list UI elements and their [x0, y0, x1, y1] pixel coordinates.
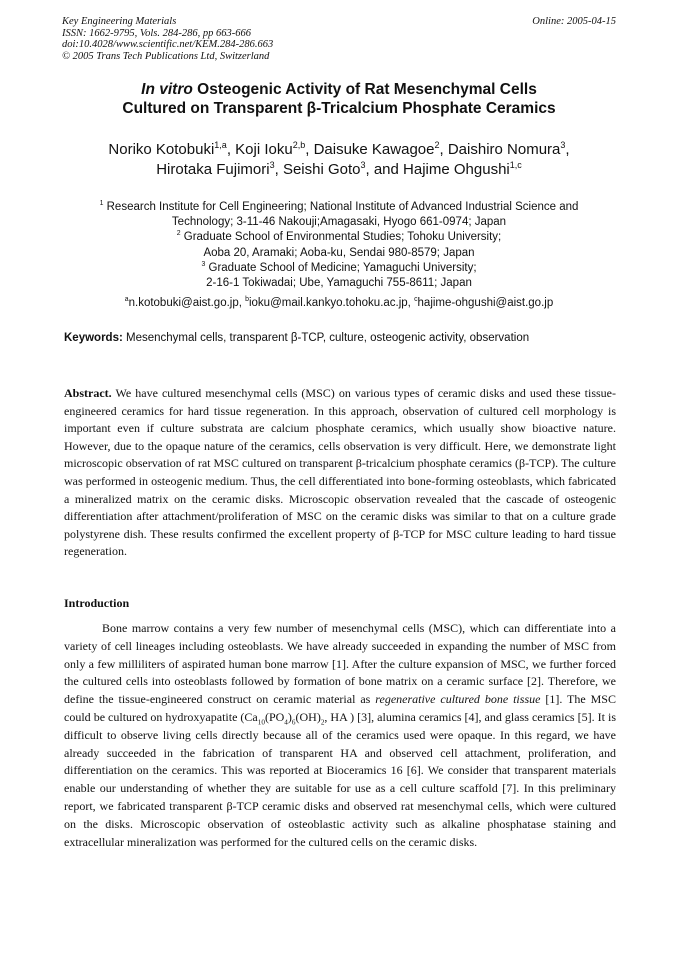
author: Hajime Ohgushi: [403, 161, 510, 178]
introduction-heading: Introduction: [64, 596, 130, 610]
author-sup: 3: [360, 160, 366, 170]
author-sup: 1,c: [509, 160, 522, 170]
email-sup: b: [245, 296, 249, 304]
affil-num: 2: [176, 230, 181, 238]
title-italic: In vitro: [141, 81, 193, 98]
affil-3-line1: Graduate School of Medicine; Yamaguchi University;: [208, 261, 477, 274]
journal-issn: ISSN: 1662-9795, Vols. 284-286, pp 663-666: [62, 27, 251, 39]
journal-copyright: © 2005 Trans Tech Publications Ltd, Switzerland: [62, 50, 270, 62]
abstract: [64, 385, 616, 561]
author-sep: , and: [365, 161, 404, 178]
paper-title: [40, 80, 638, 118]
introduction-body: [64, 620, 616, 851]
author: Noriko Kotobuki: [108, 141, 215, 158]
email-c[interactable]: hajime-ohgushi@aist.go.jp: [417, 297, 554, 309]
intro-text: ): [287, 709, 292, 724]
author: Hirotaka Fujimori: [156, 161, 270, 178]
email-sup: a: [124, 296, 129, 304]
email-b[interactable]: ioku@mail.kankyo.tohoku.ac.jp,: [248, 297, 415, 309]
journal-doi: doi:10.4028/www.scientific.net/KEM.284-286.663: [62, 39, 274, 50]
affil-1-line1: Research Institute for Cell Engineering; National Institute of Advanced Industrial Science and: [106, 201, 579, 213]
email-a[interactable]: n.kotobuki@aist.go.jp,: [128, 297, 246, 309]
author-sep: ,: [565, 141, 570, 158]
email-sup: c: [414, 296, 418, 304]
affil-1-line2: Technology; 3-11-46 Nakouji;Amagasaki, Hyogo 661-0974; Japan: [171, 216, 507, 229]
intro-text: Bone marrow contains a very few number of mesenchymal cells (MSC), which can differentiate into a variety of cell lineages including osteoblasts. We have already succeeded in expanding the number of MSC from only a few milliliters of aspirated human bone marrow [1]. After the culture expansion of MSC, we further forced the cultured cells into osteoblasts followed by formation of bone matrix on a ceramic surface [2]. Therefore, we define the tissue-engineered construct on ceramic material as: [64, 621, 616, 707]
intro-sub: 4: [284, 718, 288, 727]
intro-sub: 2: [320, 718, 325, 727]
affil-num: 1: [99, 200, 104, 208]
intro-text: [1]. The MSC could be cultured on hydroxyapatite (Ca: [64, 692, 616, 724]
affil-2-line2: Aoba 20, Aramaki; Aoba-ku, Sendai 980-8579; Japan: [203, 246, 475, 259]
author: Seishi Goto: [282, 161, 361, 178]
author-sep: ,: [305, 141, 314, 158]
author: Koji Ioku: [235, 141, 293, 158]
author-sep: ,: [439, 141, 448, 158]
author-sup: 3: [269, 160, 275, 170]
intro-sub: 6: [291, 718, 296, 727]
title-line1: Osteogenic Activity of Rat Mesenchymal Cells: [192, 81, 537, 98]
intro-text: , HA ) [3], alumina ceramics [4], and glass ceramics [5]. It is difficult to observe living cells directly because all of the ceramics used were opaque. In this regard, we have already succeeded in the fabrication of transparent HA and observed cell attachment, proliferation, and differentiation on the ceramics. This was reported at Bioceramics 16 [6]. We consider that transparent materials enable our understanding of whether they are suitable for use as a cell culture scaffold [7]. In this preliminary report, we fabricated transparent β-TCP ceramic disks and observed rat mesenchymal cells, which were cultured on the disks. Microscopic observation of osteoblastic activity such as alkaline phosphatase staining and extracellular mineralization was performed for the cultured cells on the ceramic disks.: [64, 709, 617, 849]
intro-italic: regenerative cultured bone tissue: [375, 692, 541, 707]
author-list: [40, 140, 638, 180]
author-sep: ,: [226, 141, 236, 158]
title-line2: Cultured on Transparent β-Tricalcium Phosphate Ceramics: [122, 100, 556, 117]
online-date: Online: 2005-04-15: [532, 16, 616, 27]
intro-text: (OH): [295, 709, 321, 724]
author-sup: 1,a: [214, 140, 227, 150]
journal-info: [62, 16, 273, 62]
affil-num: 3: [201, 260, 206, 268]
affiliations: [60, 200, 618, 291]
author: Daishiro Nomura: [447, 141, 561, 158]
intro-sub: 10: [257, 718, 265, 727]
abstract-label: Abstract.: [64, 386, 112, 400]
keywords: [64, 331, 618, 346]
author-sup: 2: [434, 140, 440, 150]
affil-3-line2: 2-16-1 Tokiwadai; Ube, Yamaguchi 755-8611; Japan: [206, 277, 472, 290]
email-list: [50, 296, 628, 310]
author-sup: 3: [560, 140, 566, 150]
author: Daisuke Kawagoe: [313, 141, 435, 158]
journal-name: Key Engineering Materials: [62, 16, 177, 27]
affil-2-line1: Graduate School of Environmental Studies; Tohoku University;: [183, 231, 502, 244]
author-sep: ,: [274, 161, 283, 178]
intro-text: (PO: [264, 709, 285, 724]
keywords-label: Keywords:: [64, 332, 123, 344]
abstract-text: We have cultured mesenchymal cells (MSC) on various types of ceramic disks and used these tissue-engineered ceramics for hard tissue regeneration. In this approach, observation of cultured cell morphology is important even if culture substrata are calcium phosphate ceramics, which usually show bioactive nature. However, due to the opaque nature of the ceramics, cells observation is very difficult. Here, we demonstrate light microscopic observation of rat MSC cultured on transparent β-tricalcium phosphate ceramics (β-TCP). The culture was performed in osteogenic medium. Thus, the cell differentiated into bone-forming osteoblasts, which fabricated a mineralized matrix on the ceramic disks. Microscopic observation revealed that the cascade of osteogenic differentiation after attachment/proliferation of MSC on the ceramic disks was similar to that on a culture grade polystyrene dish. These results confirmed the excellent property of β-TCP for MSC culture leading to hard tissue regeneration.: [64, 386, 616, 559]
keywords-text: Mesenchymal cells, transparent β-TCP, culture, osteogenic activity, observation: [122, 332, 530, 344]
author-sup: 2,b: [292, 140, 306, 150]
